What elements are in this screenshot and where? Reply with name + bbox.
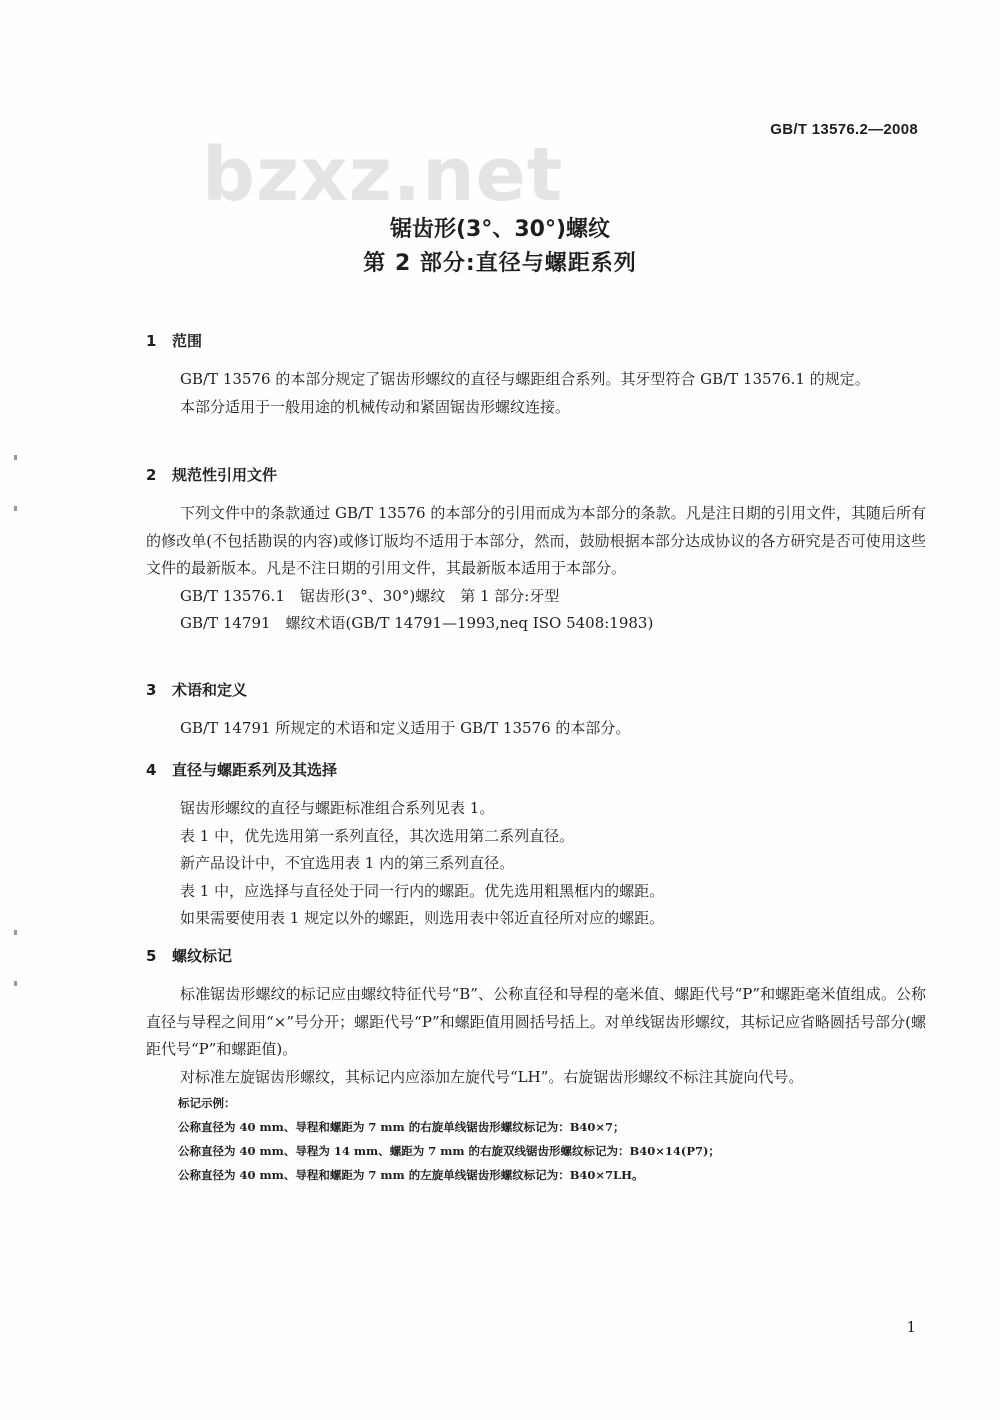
document-title-line1: 锯齿形(3°、30°)螺纹 (389, 217, 611, 242)
section-heading (146, 759, 926, 781)
scan-mark (14, 455, 17, 460)
section-number: 2 (146, 466, 157, 484)
section-title: 术语和定义 (172, 681, 248, 699)
paragraph: 新产品设计中，不宜选用表 1 内的第三系列直径。 (180, 854, 515, 872)
paragraph: GB/T 13576 的本部分规定了锯齿形螺纹的直径与螺距组合系列。其牙型符合 GB/T 13576.1 的规定。 (180, 370, 870, 388)
paragraph: 标准锯齿形螺纹的标记应由螺纹特征代号“B”、公称直径和导程的毫米值、螺距代号“P”和螺距毫米值组成。公称直径与导程之间用“×”号分开；螺距代号“P”和螺距值用圆括号括上。对单线锯齿形螺纹，其标记应省略圆括号部分(螺距代号“P”和螺距值)。 (146, 985, 926, 1058)
paragraph: 本部分适用于一般用途的机械传动和紧固锯齿形螺纹连接。 (180, 397, 571, 416)
scan-mark (14, 506, 17, 511)
section-title: 直径与螺距系列及其选择 (172, 761, 338, 779)
section-title: 规范性引用文件 (172, 466, 278, 484)
section-number: 5 (146, 947, 157, 965)
section-heading (146, 679, 926, 701)
section-heading (146, 464, 926, 486)
paragraph: 对标准左旋锯齿形螺纹，其标记内应添加左旋代号“LH”。右旋锯齿形螺纹不标注其旋向代号。 (180, 1067, 804, 1086)
example-label: 标记示例： (178, 1096, 236, 1110)
section-thread-marking (146, 945, 926, 1187)
paragraph: 下列文件中的条款通过 GB/T 13576 的本部分的引用而成为本部分的条款。凡是注日期的引用文件，其随后所有的修改单(不包括勘误的内容)或修订版均不适用于本部分，然而，鼓励根据本部分达成协议的各方研究是否可使用这些文件的最新版本。凡是不注日期的引用文件，其最新版本适用于本部分。 (146, 504, 926, 577)
reference-item: GB/T 13576.1 锯齿形(3°、30°)螺纹 第 1 部分:牙型 (180, 586, 560, 605)
paragraph: GB/T 14791 所规定的术语和定义适用于 GB/T 13576 的本部分。 (180, 719, 631, 737)
section-number: 4 (146, 761, 157, 779)
document-title-line2: 第 2 部分:直径与螺距系列 (363, 251, 637, 276)
scan-mark (14, 930, 17, 935)
paragraph: 锯齿形螺纹的直径与螺距标准组合系列见表 1。 (180, 799, 495, 817)
example-item: 公称直径为 40 mm、导程和螺距为 7 mm 的左旋单线锯齿形螺纹标记为：B40×7LH。 (178, 1168, 644, 1182)
section-number: 3 (146, 681, 157, 699)
document-code: GB/T 13576.2—2008 (770, 121, 918, 138)
section-normative-references (146, 464, 926, 638)
section-terms-definitions (146, 679, 926, 743)
section-scope (146, 330, 926, 421)
reference-item: GB/T 14791 螺纹术语(GB/T 14791—1993,neq ISO 5408:1983) (180, 614, 654, 632)
paragraph: 表 1 中，应选择与直径处于同一行内的螺距。优先选用粗黑框内的螺距。 (180, 881, 665, 900)
section-title: 范围 (172, 332, 203, 350)
section-heading (146, 945, 926, 967)
section-title: 螺纹标记 (172, 947, 233, 965)
section-diameter-pitch (146, 759, 926, 933)
paragraph: 如果需要使用表 1 规定以外的螺距，则选用表中邻近直径所对应的螺距。 (180, 909, 665, 927)
section-heading (146, 330, 926, 352)
page-number: 1 (906, 1318, 916, 1336)
scan-mark (14, 981, 17, 986)
paragraph: 表 1 中，优先选用第一系列直径，其次选用第二系列直径。 (180, 826, 575, 845)
example-item: 公称直径为 40 mm、导程为 14 mm、螺距为 7 mm 的右旋双线锯齿形螺纹标记为：B40×14(P7)； (178, 1144, 720, 1158)
example-item: 公称直径为 40 mm、导程和螺距为 7 mm 的右旋单线锯齿形螺纹标记为：B40×7； (178, 1120, 625, 1134)
watermark-text: bzxz.net (202, 132, 564, 218)
section-number: 1 (146, 332, 157, 350)
